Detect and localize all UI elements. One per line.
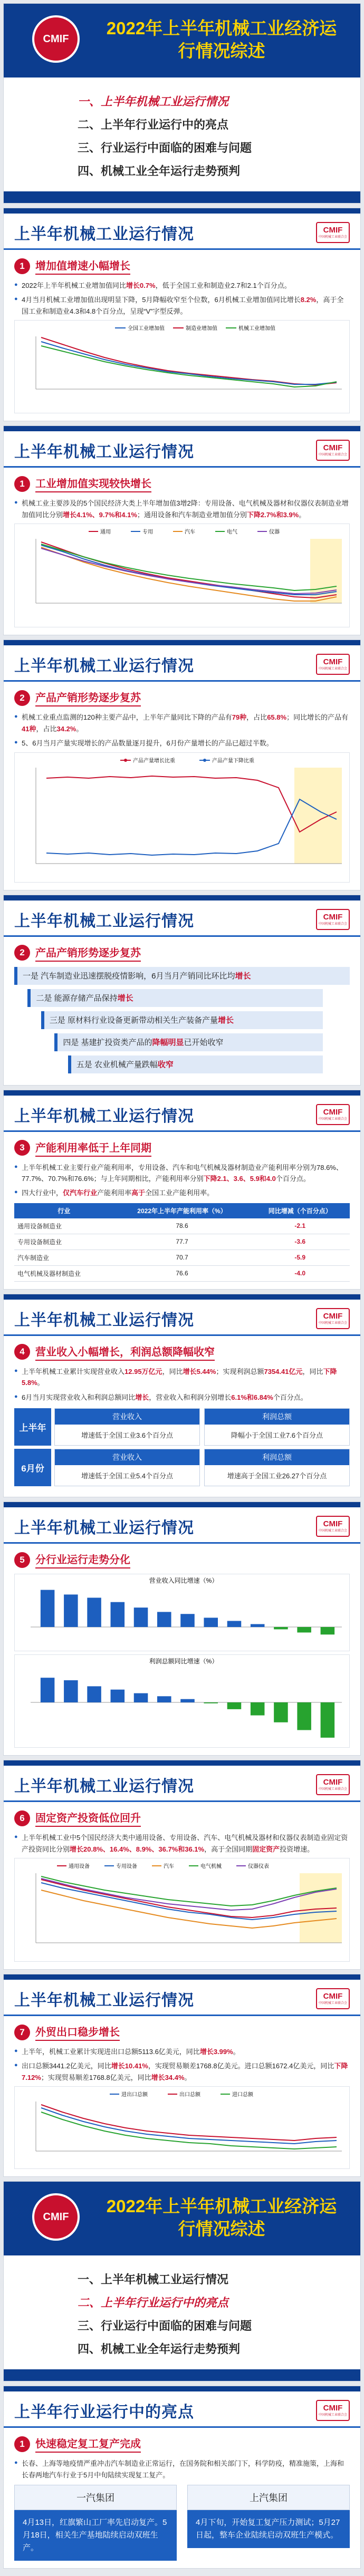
slide-title: 上半年机械工业运行情况 — [14, 657, 194, 675]
svg-text:机械工业增加值: 机械工业增加值 — [238, 326, 275, 332]
product-ratio-chart — [15, 753, 352, 879]
section-title: 分行业运行走势分化 — [35, 1551, 130, 1568]
bullet-text: ● 上半年机械工业中5个国民经济大类中通用设备、专用设备、汽车、电气机械及器材和仪器仪表制造业固定资产投资同比分别增长20.8%、16.4%、8.9%、36.7%和36.1%，高于全国同期固定资产投资增速。 — [14, 1832, 350, 1855]
bar — [134, 1607, 148, 1627]
bullet-text: ● 出口总额3441.2亿美元，同比增长10.41%，实现贸易顺差1768.8亿美元。进口总额1672.4亿美元，同比下降7.12%；实现贸易顺差1768.8亿美元，同比增长34.4%。 — [14, 2060, 350, 2083]
section-number: 1 — [14, 258, 30, 274]
cmif-logo: CMIF 中国机械工业联合会 — [316, 1104, 350, 1125]
step-item: 一是 汽车制造业迅速摆脱疫情影响，6月当月产销同比环比均 增长 — [14, 967, 350, 985]
bullet-text: ● 上半年，机械工业累计实现进出口总额5113.6亿美元，同比增长3.99%。 — [14, 2046, 350, 2057]
svg-text:营业收入同比增速（%）: 营业收入同比增速（%） — [149, 1577, 218, 1585]
bar — [297, 1702, 311, 1730]
bullet-text: ● 机械工业主要涉及的5个国民经济大类上半年增加值3增2降：专用设备、电气机械及器材和仪器仪表制造业增加值同比分别增长4.1%、9.7%和4.1%；通用设备和汽车制造业增加值分别下降2.7%和3.9%。 — [14, 498, 350, 520]
section-title: 固定资产投资低位回升 — [35, 1809, 141, 1827]
cmif-logo: CMIF 中国机械工业联合会 — [316, 1308, 350, 1329]
bar — [251, 1624, 265, 1628]
section-number: 3 — [14, 1140, 30, 1156]
profit-cell: 利润总额 增速高于全国工业26.27个百分点 — [204, 1449, 350, 1486]
section-number: 2 — [14, 690, 30, 706]
slide-header — [4, 1300, 360, 1336]
section-title: 产品产销形势逐步复苏 — [35, 944, 141, 962]
sector-growth-chart — [15, 524, 352, 624]
cmif-logo: CMIF — [32, 15, 80, 63]
trade-growth-chart — [15, 2087, 352, 2166]
bar — [180, 1614, 195, 1627]
step-list — [14, 967, 350, 1073]
bar — [87, 1687, 101, 1703]
cmif-logo: CMIF 中国机械工业联合会 — [316, 1774, 350, 1795]
title-slide-2 — [3, 2181, 361, 2381]
slide-title: 上半年机械工业运行情况 — [14, 226, 194, 243]
svg-text:仪器: 仪器 — [269, 529, 280, 536]
bar-chart — [14, 1654, 350, 1748]
revenue-growth-bars — [15, 1574, 352, 1648]
bar — [157, 1696, 171, 1702]
slide-title: 上半年机械工业运行情况 — [14, 1992, 194, 2009]
bar — [227, 1621, 242, 1628]
top-bar — [4, 1974, 360, 1980]
bar — [321, 1627, 335, 1634]
toc-item-1[interactable]: 一、上半年机械工业运行情况 — [78, 95, 229, 108]
slide-header — [4, 1096, 360, 1132]
top-bar — [4, 426, 360, 431]
step-item: 二是 能源存储产品保持 增长 — [27, 989, 323, 1007]
title-footer — [4, 2369, 360, 2381]
table-of-contents — [4, 2255, 360, 2361]
step-item: 四是 基建扩投资类产品的 降幅明显 已开始收窄 — [54, 1033, 323, 1051]
slide-header — [4, 900, 360, 937]
toc-item-3[interactable]: 三、行业运行中面临的困难与问题 — [78, 141, 252, 154]
svg-text:仪器仪表: 仪器仪表 — [248, 1864, 269, 1870]
bullet-text: ● 四大行业中，仅汽车行业产能利用率高于全国工业产能利用率。 — [14, 1187, 350, 1198]
bar — [204, 1702, 218, 1703]
slide-sector-value-added — [3, 425, 361, 635]
bar — [41, 1678, 55, 1702]
investment-growth-chart — [15, 1858, 352, 1959]
slide-resumption — [3, 2386, 361, 2569]
bar — [134, 1693, 148, 1702]
slide-header — [4, 2391, 360, 2428]
bar — [204, 1618, 218, 1628]
section-number: 1 — [14, 2436, 30, 2452]
title-banner — [4, 4, 360, 78]
slide-title: 上半年机械工业运行情况 — [14, 443, 194, 461]
company-groups — [14, 2485, 350, 2561]
step-item: 五是 农业机械产量跌幅 收窄 — [68, 1055, 323, 1073]
bar — [321, 1702, 335, 1738]
step-item: 三是 原材料行业设备更新带动相关生产装备产量 增长 — [41, 1011, 323, 1029]
svg-text:通用设备: 通用设备 — [69, 1864, 90, 1870]
bullet-text: ● 4月当月机械工业增加值出现明显下降，5月降幅收窄至个位数，6月机械工业增加值同比增长8.2%，高于全国工业和制造业4.3和4.8个百分点，呈现“V”字型反弹。 — [14, 294, 350, 317]
section-title: 工业增加值实现较快增长 — [35, 475, 151, 492]
section-title: 外贸出口稳步增长 — [35, 2023, 120, 2041]
profit-cell: 利润总额 降幅小于全国工业7.6个百分点 — [204, 1408, 350, 1446]
slide-value-added — [3, 208, 361, 421]
top-bar — [4, 208, 360, 214]
legend — [120, 757, 254, 764]
top-bar — [4, 1294, 360, 1300]
bullet-text: ● 机械工业重点监测的120种主要产品中，上半年产量同比下降的产品有79种，占比65.8%；同比增长的产品有41种，占比34.2%。 — [14, 712, 350, 734]
bar-chart — [14, 1574, 350, 1651]
slide-title: 上半年机械工业运行情况 — [14, 1107, 194, 1125]
toc-item-2[interactable]: 二、上半年行业运行中的亮点 — [78, 2296, 229, 2310]
bullet-text: ● 上半年机械工业主要行业产能利用率，专用设备、汽车和电气机械及器材制造业产能利用率分别为78.6%、77.7%、70.7%和76.6%；与上年同期相比，产能利用率分别下降2.1、3.6、5.9和4.0个百分点。 — [14, 1162, 350, 1185]
slide-header — [4, 214, 360, 250]
report-title: 2022年上半年机械工业经济运行情况综述 — [106, 2196, 337, 2239]
slide-header — [4, 431, 360, 468]
svg-text:出口总额: 出口总额 — [179, 2092, 200, 2098]
toc-item-1[interactable]: 一、上半年机械工业运行情况 — [78, 2273, 229, 2287]
top-bar — [4, 1502, 360, 1507]
table-row: 电气机械及器材制造业 76.6 -4.0 — [14, 1265, 350, 1281]
bar — [87, 1598, 101, 1628]
svg-text:利润总额同比增速（%）: 利润总额同比增速（%） — [149, 1658, 218, 1665]
slide-foreign-trade — [3, 1974, 361, 2177]
top-bar — [4, 2386, 360, 2391]
slide-header — [4, 645, 360, 682]
table-row: 汽车制造业 70.7 -5.9 — [14, 1250, 350, 1265]
line-chart — [14, 752, 350, 883]
title-footer — [4, 191, 360, 203]
bar — [274, 1702, 288, 1722]
revenue-cell: 营业收入 增速低于全国工业3.6个百分点 — [54, 1408, 200, 1446]
slide-header — [4, 1766, 360, 1802]
profit-growth-bars — [15, 1655, 352, 1745]
svg-text:进出口总额: 进出口总额 — [121, 2092, 148, 2098]
slide-header — [4, 1980, 360, 2016]
cmif-logo: CMIF 中国机械工业联合会 — [316, 2400, 350, 2421]
title-slide — [3, 3, 361, 204]
slide-sector-trends — [3, 1502, 361, 1756]
svg-text:产品产量增长比重: 产品产量增长比重 — [133, 758, 175, 764]
section-number: 4 — [14, 1344, 30, 1360]
title-banner — [4, 2182, 360, 2255]
top-bar — [4, 1090, 360, 1096]
toc-item-3[interactable]: 三、行业运行中面临的困难与问题 — [78, 2319, 252, 2333]
section-number: 2 — [14, 945, 30, 961]
svg-text:专用设备: 专用设备 — [116, 1864, 137, 1870]
svg-text:汽车: 汽车 — [185, 529, 195, 536]
toc-item-2[interactable]: 二、上半年行业运行中的亮点 — [78, 118, 229, 131]
row-label: 6月份 — [14, 1449, 51, 1486]
bar — [227, 1702, 242, 1709]
bar — [297, 1627, 311, 1632]
comparison-grid — [14, 1408, 350, 1489]
group-faw: 一汽集团 4月13日，红旗繁山工厂率先启动复产。5月18日，相关生产基地陆续启动双班生产。 — [14, 2485, 177, 2561]
bullet-text: ● 长春、上海等地疫情严重冲击汽车制造业正常运行，在国务院和相关部门下，科学防疫，精准施策，上海和长春两地汽车行业于5月中旬陆续实现复工复产。 — [14, 2458, 350, 2481]
slide-title: 上半年机械工业运行情况 — [14, 1311, 194, 1329]
cmif-logo: CMIF 中国机械工业联合会 — [316, 222, 350, 243]
section-number: 7 — [14, 2025, 30, 2040]
svg-text:全国工业增加值: 全国工业增加值 — [128, 326, 165, 332]
legend — [89, 528, 280, 535]
toc-item-4[interactable]: 四、机械工业全年运行走势预判 — [78, 2342, 241, 2356]
industry-growth-chart — [15, 321, 352, 410]
revenue-cell: 营业收入 增速低于全国工业5.4个百分点 — [54, 1449, 200, 1486]
table-row: 通用设备制造业 78.6 -2.1 — [14, 1218, 350, 1234]
slide-title: 上半年行业运行中的亮点 — [14, 2404, 194, 2422]
svg-text:进口总额: 进口总额 — [232, 2092, 253, 2098]
table-row: 专用设备制造业 77.7 -3.6 — [14, 1234, 350, 1250]
report-title: 2022年上半年机械工业经济运行情况综述 — [106, 18, 337, 61]
section-number: 6 — [14, 1810, 30, 1826]
row-label: 上半年 — [14, 1408, 51, 1446]
svg-text:电气机械: 电气机械 — [200, 1864, 222, 1870]
section-number: 5 — [14, 1552, 30, 1568]
bullet-text: ● 5、6月当月产量实现增长的产品数量逐月提升，6月份产量增长的产品已超过半数。 — [14, 738, 350, 749]
slide-header — [4, 1507, 360, 1544]
bullet-text: ● 上半年机械工业累计实现营业收入12.95万亿元，同比增长5.44%；实现利润总额7354.41亿元，同比下降5.8%。 — [14, 1366, 350, 1389]
top-bar — [4, 640, 360, 645]
toc-item-4[interactable]: 四、机械工业全年运行走势预判 — [78, 164, 241, 178]
svg-text:产品产量下降比重: 产品产量下降比重 — [212, 758, 254, 764]
section-title: 产品产销形势逐步复苏 — [35, 689, 141, 706]
section-title: 快速稳定复工复产完成 — [35, 2435, 141, 2453]
legend — [115, 325, 275, 332]
cmif-logo: CMIF 中国机械工业联合会 — [316, 1516, 350, 1537]
cmif-logo: CMIF — [32, 2193, 80, 2241]
slide-title: 上半年机械工业运行情况 — [14, 1519, 194, 1537]
bullet-text: ● 6月当月实现营业收入和利润总额同比增长，营业收入和利润分别增长6.1%和6.84%个百分点。 — [14, 1392, 350, 1403]
line-chart — [14, 2086, 350, 2169]
table-of-contents — [4, 78, 360, 183]
capacity-table: 行业 2022年上半年产能利用率（%） 同比增减（个百分点） 通用设备制造业 78.6 -2.1 专用设备制造业 77.7 -3.6 汽车制造业 70.7 -5.9 电气机械及器材制造业 76.6 -4.0 — [14, 1203, 350, 1282]
line-chart — [14, 524, 350, 627]
cmif-logo: CMIF 中国机械工业联合会 — [316, 654, 350, 675]
bar — [64, 1595, 78, 1628]
slide-fixed-investment — [3, 1760, 361, 1970]
bar — [111, 1690, 125, 1702]
slide-capacity-utilization — [3, 1090, 361, 1290]
cmif-logo: CMIF 中国机械工业联合会 — [316, 440, 350, 461]
section-title: 营业收入小幅增长，利润总额降幅收窄 — [35, 1343, 215, 1361]
slide-revenue-profit — [3, 1294, 361, 1497]
group-saic: 上汽集团 4月下旬，开始复工复产压力测试；5月27日起，整车企业陆续启动双班生产模式。 — [187, 2485, 350, 2561]
bar — [111, 1602, 125, 1627]
slide-title: 上半年机械工业运行情况 — [14, 912, 194, 930]
bullet-text: ● 2022年上半年机械工业增加值同比增长0.7%，低于全国工业和制造业2.7和2.1个百分点。 — [14, 280, 350, 291]
top-bar — [4, 895, 360, 900]
slide-product-output — [3, 640, 361, 890]
svg-text:专用: 专用 — [142, 529, 153, 536]
line-chart — [14, 1858, 350, 1962]
section-number: 1 — [14, 476, 30, 492]
bar — [41, 1590, 55, 1627]
svg-text:汽车: 汽车 — [164, 1864, 174, 1870]
bar — [251, 1702, 265, 1716]
bar — [180, 1699, 195, 1702]
bar — [64, 1680, 78, 1702]
section-title: 产能利用率低于上年同期 — [35, 1139, 151, 1157]
cmif-logo: CMIF 中国机械工业联合会 — [316, 909, 350, 930]
legend — [110, 2091, 254, 2098]
svg-text:制造业增加值: 制造业增加值 — [186, 326, 217, 332]
svg-text:通用: 通用 — [100, 529, 111, 536]
slide-recovery-steps — [3, 895, 361, 1086]
line-chart — [14, 320, 350, 413]
section-title: 增加值增速小幅增长 — [35, 257, 130, 275]
bar — [157, 1612, 171, 1628]
bar — [274, 1627, 288, 1629]
top-bar — [4, 1760, 360, 1766]
svg-text:电气: 电气 — [227, 529, 237, 536]
slide-title: 上半年机械工业运行情况 — [14, 1778, 194, 1796]
legend — [57, 1863, 269, 1870]
highlight-band — [294, 768, 342, 864]
cmif-logo: CMIF 中国机械工业联合会 — [316, 1988, 350, 2009]
